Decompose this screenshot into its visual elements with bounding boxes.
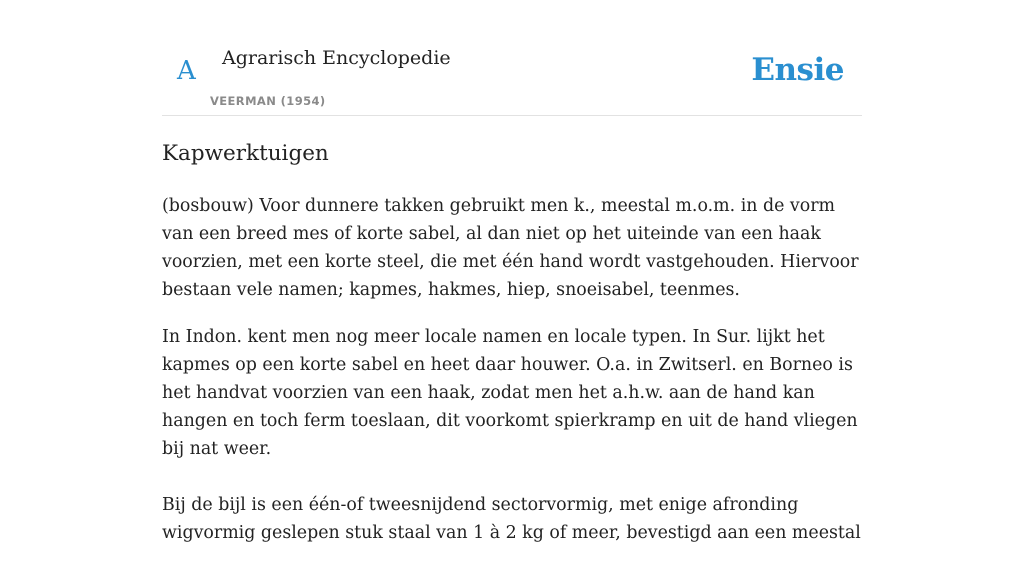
ensie-logo[interactable]: Ensie: [751, 52, 844, 88]
article-paragraph: Bij de bijl is een één-of tweesnijdend sectorvormig, met enige afronding wigvormig geslepen stuk staal van 1 à 2 kg of meer, bevestigd aan een meestal: [162, 495, 861, 543]
page-header: [162, 40, 862, 116]
article-title: Kapwerktuigen: [162, 141, 329, 166]
letter-a-icon[interactable]: A: [177, 56, 196, 86]
article-paragraph: (bosbouw) Voor dunnere takken gebruikt men k., meestal m.o.m. in de vorm van een breed mes of korte sabel, al dan niet op het uiteinde van een haak voorzien, met een korte steel, die met één hand wordt vastgehouden. Hiervoor bestaan vele namen; kapmes, hakmes, hiep, snoeisabel, teenmes.: [162, 196, 859, 300]
article: [162, 138, 862, 566]
article-paragraph: In Indon. kent men nog meer locale namen en locale typen. In Sur. lijkt het kapmes op een korte sabel en heet daar houwer. O.a. in Zwitserl. en Borneo is het handvat voorzien van een haak, zodat men het a.h.w. aan de hand kan hangen en toch ferm toeslaan, dit voorkomt spierkramp en uit de hand vliegen bij nat weer.: [162, 327, 858, 459]
book-title[interactable]: Agrarisch Encyclopedie: [222, 47, 451, 69]
book-edition: VEERMAN (1954): [210, 94, 326, 108]
